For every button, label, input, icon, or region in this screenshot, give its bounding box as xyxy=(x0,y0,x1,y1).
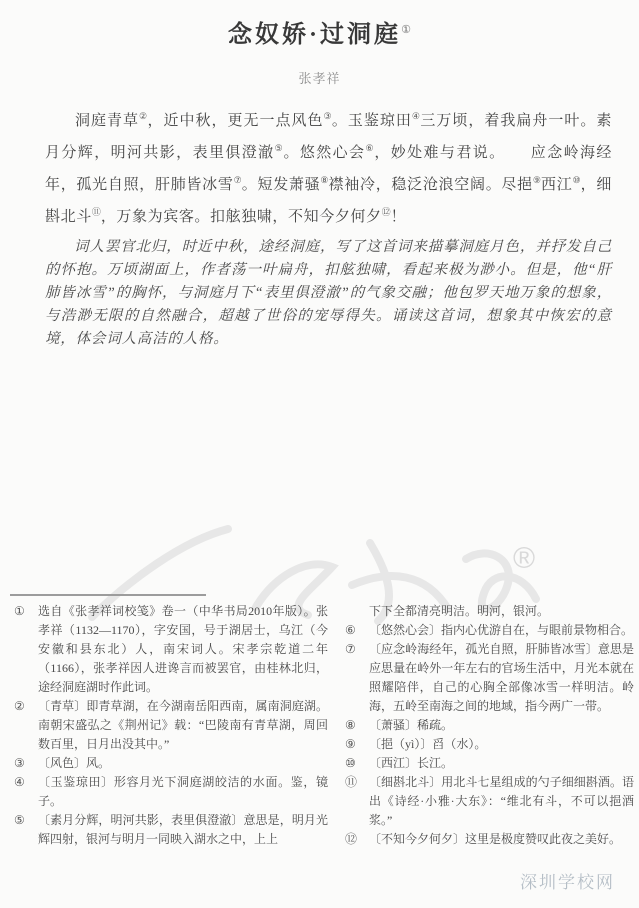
footnote-number: ⑫ xyxy=(345,832,358,846)
footnote-ref: ⑪ xyxy=(91,207,101,217)
footnote-text: 〔悠然心会〕指内心优游自在，与眼前景物相合。 xyxy=(369,623,634,637)
footnote-number xyxy=(345,602,369,621)
footnote-number: ⑦ xyxy=(345,642,356,656)
footnote-item xyxy=(14,811,328,849)
footnote-text: 选自《张孝祥词校笺》卷一（中华书局2010年版）。张孝祥（1132—1170），字安国，号于湖居士，乌江（今安徽和县东北）人，南宋词人。宋孝宗乾道二年（1166），张孝祥因人进谗言而被罢官，由桂林北归，途经洞庭湖时作此词。 xyxy=(38,604,328,694)
footnotes-right-column xyxy=(345,602,634,849)
footnote-number: ⑧ xyxy=(345,718,356,732)
footnote-number: ⑤ xyxy=(14,813,25,827)
footnote-text: 〔萧骚〕稀疏。 xyxy=(369,718,454,732)
footnote-item xyxy=(14,602,328,697)
footnote-number: ⑨ xyxy=(345,737,356,751)
footnote-number: ② xyxy=(14,699,25,713)
title-footnote-ref: ① xyxy=(401,24,411,36)
footnote-number: ⑥ xyxy=(345,623,356,637)
footnote-item xyxy=(345,640,634,716)
footnote-item xyxy=(345,735,634,754)
footnote-item xyxy=(345,602,634,621)
footnote-ref: ⑤ xyxy=(274,143,284,153)
footnote-item xyxy=(345,773,634,830)
footnote-number: ⑪ xyxy=(345,775,358,789)
footnote-item xyxy=(14,754,328,773)
footnote-text: 〔素月分辉，明河共影，表里俱澄澈〕意思是，明月光辉四射，银河与明月一同映入湖水之中，上上 xyxy=(38,813,328,846)
footnote-text: 〔风色〕风。 xyxy=(38,756,111,770)
footnotes-section xyxy=(14,602,634,849)
footnote-text: 〔西江〕长江。 xyxy=(369,756,454,770)
footnote-text: 〔青草〕即青草湖，在今湖南岳阳西南，属南洞庭湖。南朝宋盛弘之《荆州记》载：“巴陵南有青草湖，周回数百里，日月出没其中。” xyxy=(38,699,328,751)
footnote-ref: ⑫ xyxy=(381,207,391,217)
footnote-ref: ③ xyxy=(323,111,332,121)
page-title xyxy=(0,14,639,49)
footnote-item xyxy=(345,830,634,849)
registered-trademark-icon: ® xyxy=(513,542,536,575)
footnote-separator xyxy=(10,594,206,596)
footnote-ref: ⑩ xyxy=(572,175,581,185)
footnote-number: ④ xyxy=(14,775,25,789)
author-name: 张孝祥 xyxy=(298,71,341,86)
footnote-ref: ⑨ xyxy=(532,175,542,185)
footnote-text: 〔细斟北斗〕用北斗七星组成的勺子细细斟酒。语出《诗经·小雅·大东》：“维北有斗，不可以挹酒浆。” xyxy=(369,775,634,827)
footnote-item xyxy=(345,716,634,735)
footnote-text: 下下全都清亮明洁。明河，银河。 xyxy=(369,604,550,618)
commentary-text: 词人罢官北归，时近中秋，途经洞庭，写了这首词来描摹洞庭月色，并抒发自己的怀抱。万顷湖面上，作者荡一叶扁舟，扣舷独啸，看起来极为渺小。但是，他“肝肺皆冰雪”的胸怀，与洞庭月下“表里俱澄澈”的气象交融；他包罗天地万象的想象，与浩渺无限的自然融合，超越了世俗的宠辱得失。诵读这首词，想象其中恢宏的意境，体会词人高洁的人格。 xyxy=(45,239,612,347)
footnote-ref: ④ xyxy=(411,111,421,121)
footnote-ref: ② xyxy=(139,111,148,121)
footnote-number: ③ xyxy=(14,756,25,770)
footnote-text: 〔不知今夕何夕〕这里是极度赞叹此夜之美好。 xyxy=(369,832,622,846)
footnote-number: ⑩ xyxy=(345,756,356,770)
site-watermark: 深圳学校网 xyxy=(520,873,615,892)
footnote-item xyxy=(345,621,634,640)
footnote-text: 〔应念岭海经年，孤光自照，肝肺皆冰雪〕意思是应思量在岭外一年左右的官场生活中，月光本就在照耀陪伴，自己的心胸全部像冰雪一样明洁。岭海，五岭至南海之间的地域，指今两广一带。 xyxy=(369,642,634,713)
footnotes-left-column xyxy=(14,602,328,849)
footnote-number: ① xyxy=(14,604,25,618)
poem-text: 洞庭青草②，近中秋，更无一点风色③。玉鉴琼田④三万顷，着我扁舟一叶。素月分辉，明河共影，表里俱澄澈⑤。悠然心会⑥，妙处难与君说。 应念岭海经年，孤光自照，肝肺皆冰雪⑦。短发萧骚⑧襟袖冷，稳泛沧浪空阔。尽挹⑨西江⑩，细斟北斗⑪，万象为宾客。扣舷独啸，不知今夕何夕⑫！ xyxy=(45,111,612,225)
footnote-text: 〔玉鉴琼田〕形容月光下洞庭湖皎洁的水面。鉴，镜子。 xyxy=(38,775,328,808)
footnote-item xyxy=(14,773,328,811)
footnote-text: 〔挹（yì）〕舀（水）。 xyxy=(369,737,487,751)
footnote-item xyxy=(345,754,634,773)
footnote-ref: ⑧ xyxy=(320,175,329,185)
footnote-item xyxy=(14,697,328,754)
title-text: 念奴娇·过洞庭 xyxy=(228,22,402,48)
footnote-ref: ⑦ xyxy=(233,175,242,185)
footnote-ref: ⑥ xyxy=(365,143,375,153)
